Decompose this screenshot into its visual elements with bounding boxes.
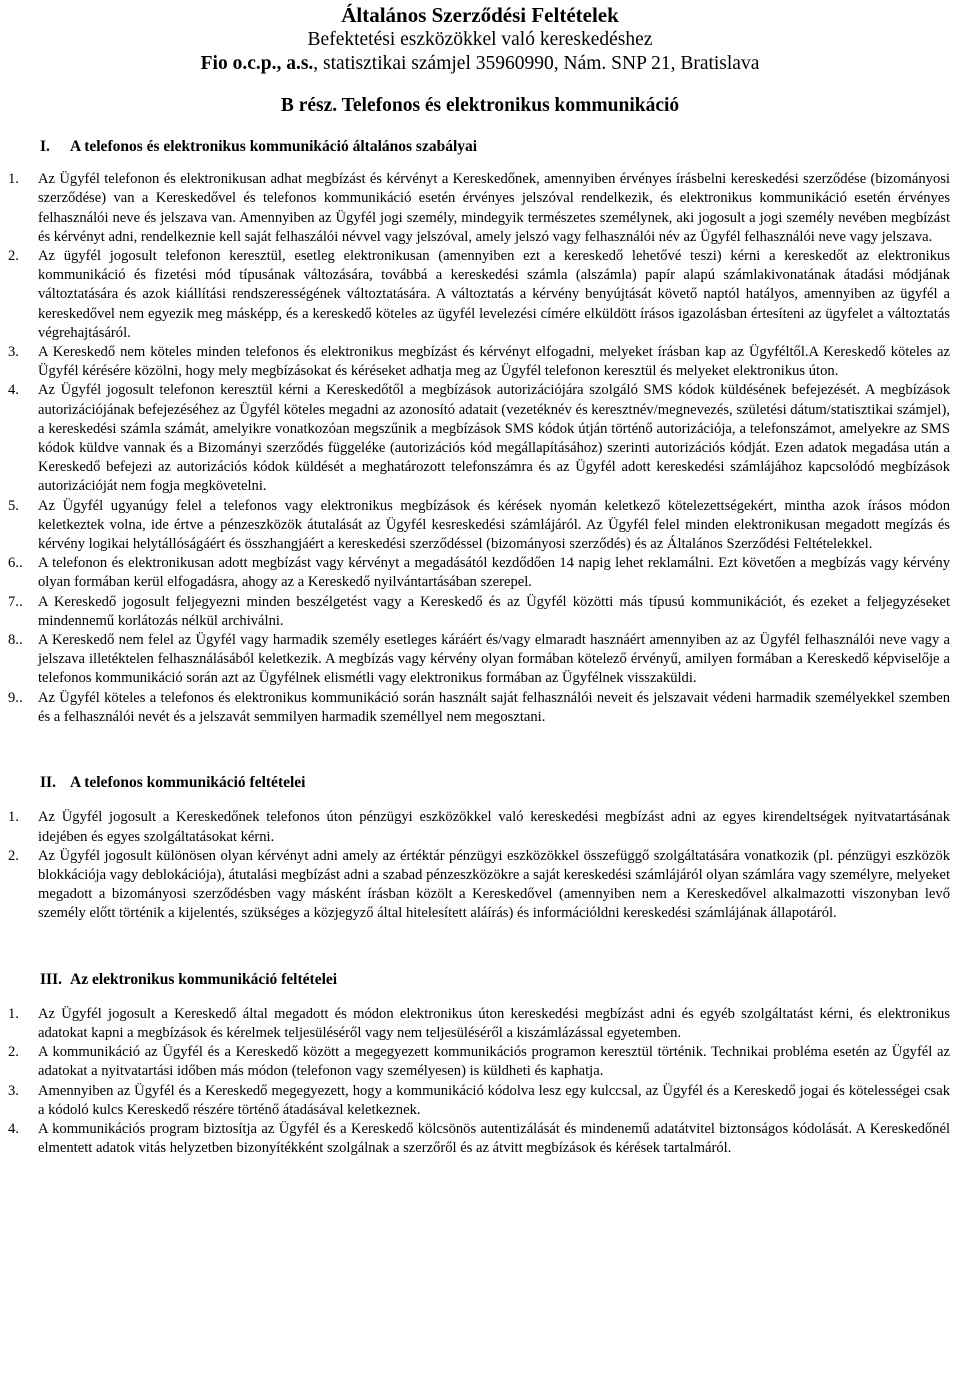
list-item <box>0 554 960 592</box>
item-text: Az Ügyfél köteles a telefonos és elektronikus kommunikáció során használt saját felhasználói neveit és jelszavait védeni harmadik személyekkel szemben és a felhasználói nevét és a jelszavát semmilyen harmadik személlyel nem megosztani. <box>38 689 950 725</box>
item-number: 7.. <box>8 593 23 610</box>
item-number: 8.. <box>8 632 23 649</box>
document-subtitle: Befektetési eszközökkel való kereskedéshez <box>307 29 653 50</box>
item-text: A kommunikáció az Ügyfél és a Kereskedő között a megegyezett kommunikációs programon keresztül történik. Technikai probléma esetén az Ügyfél az adatokat a nyitvatartási időben más módon (telefonon vagy személyesen) is küldheti és kaphatja. <box>38 1044 950 1080</box>
item-text: Az Ügyfél jogosult telefonon keresztül kérni a Kereskedőtől a megbízások autorizációjára szolgáló SMS kódok küldésének befejezését. A megbízások autorizációjának befejezéséhez az Ügyfél köteles megadni az azonosító adatait (vezetéknév és keresztnév/megnevezés, születési dátum/statisztikai számjel), a kereskedési számla számát, amelyikre vonatkozóan megszűnik a megbízások SMS kódok útján történő autorizációja, a telefonszámot, amelyekre az SMS kódok küldve vannak és a Bizományi szerződés függeléke (autorizációs kód megállapításához) szerinti autorizációs kódját. Ezen adatok megadása után a Kereskedő befejezi az autorizációs kódok küldését a meghatározott telefonszámra és az Ügyfél adott kereskedési számlájához kapcsolódó megbízások autorizációját nem fogja megkövetelni. <box>38 382 950 495</box>
item-text: Az Ügyfél telefonon és elektronikusan adhat megbízást és kérvényt a Kereskedőnek, amennyiben érvényes írásbelni kereskedési szerződése (bizományosi szerződése) van a Kereskedővel és telefonos kommunikáció esetén érvényes jelszóval rendelkezik, és elektronikus kommunikáció esetén érvényes felhasználói neve és jelszava van. Amennyiben az Ügyfél jogi személy, mindegyik természetes személynek, aki jogosult a jogi személy nevében megbízást és kérvényt adni, rendelkeznie kell saját felhaszálói névvel vagy jelszóval, amely jelszó vagy felhasználói név az Ügyfél felhasználói neve vagy jelszava. <box>38 171 950 245</box>
section-number: II. <box>40 774 56 792</box>
document-title: Általános Szerződési Feltételek <box>341 3 619 27</box>
item-number: 1. <box>8 809 19 826</box>
section-title: A telefonos és elektronikus kommunikáció általános szabályai <box>70 138 478 155</box>
item-text: A telefonon és elektronikusan adott megbízást vagy kérvényt a megadásától kezdődően 14 napig lehet reklamálni. Ezt követően a megbízás vagy kérvény olyan formában kerül elfogadásra, ahogy az a Kereskedő nyilvántartásában szerepel. <box>38 555 950 591</box>
item-text: A Kereskedő nem felel az Ügyfél vagy harmadik személy esetleges káráért és/vagy elmaradt hasznáért amennyiben az az Ügyfél felhasználói neve vagy a jelszava illetéktelen felhasználásából keletkezik. A megbízás vagy kérvény olyan formában kötelező érvényű, amilyen formában a Kereskedő képviselője a telefonos kommunikáció során azt az Ügyfélnek elismétli vagy elektronikus formában az Ügyfélnek visszaküldi. <box>38 632 950 687</box>
section-number: III. <box>40 970 62 988</box>
section-heading <box>0 137 960 156</box>
item-number: 6.. <box>8 555 23 572</box>
part-title: B rész. Telefonos és elektronikus kommunikáció <box>280 95 680 116</box>
section-number: I. <box>40 138 50 155</box>
item-text: Az Ügyfél jogosult a Kereskedő által megadott és módon elektronikus úton kereskedési megbízást adni és egyéb szolgáltatást kérni, és elektronikus adatokat kapni a megbízások és kérelmek teljesüléséről vagy nem teljesüléséről a kiszámlázással egyetemben. <box>38 1005 950 1041</box>
item-number: 2. <box>8 1044 19 1061</box>
section-title: Az elektronikus kommunikáció feltételei <box>70 970 338 988</box>
section-list <box>0 1005 960 1159</box>
section-heading <box>0 773 960 792</box>
company-line <box>0 52 960 76</box>
item-text: A Kereskedő jogosult feljegyezni minden beszélgetést vagy a Kereskedő és az Ügyfél közötti más típusú kommunikációt, és ezeket a feljegyzéseket mindennemű korlátozás nélkül archiválni. <box>38 593 950 629</box>
item-text: A kommunikációs program biztosítja az Ügyfél és a Kereskedő kölcsönös autentizálását és mindenemű adatátvitel biztonságos kódolását. A Kereskedőnél elmentett adatok vitás helyzetben bizonyítékként szolgálnak a szerzőről és az átvitt megbízások és kérések tartalmáról. <box>38 1120 950 1157</box>
list-item <box>0 247 960 343</box>
item-number: 3. <box>8 344 19 361</box>
document-header <box>0 0 960 76</box>
list-item <box>0 631 960 689</box>
company-name: Fio o.c.p., a.s. <box>200 53 314 74</box>
section-title: A telefonos kommunikáció feltételei <box>70 774 306 792</box>
list-item <box>0 808 960 846</box>
item-number: 5. <box>8 497 19 514</box>
list-item <box>0 593 960 631</box>
item-text: Az ügyfél jogosult telefonon keresztül, esetleg elektronikusan (amennyiben ezt a kereskedő lehetővé teszi) kérni a kereskedőt az elektronikus kommunikáció és fizetési mód típusának változására, továbbá a kereskedési számla (alszámla) papír alapú számlakivonatának átadási módjának változtatására és azok kiállítási rendszerességének változtatására. A változtatás a kérvény benyújtását követő naptól hatályos, amennyiben az ügyfél a kereskedővel nem egyezik meg másképp, és a kereskedő köteles az ügyfél levelezési címére elküldött írásos igazolásban értesíteni az ügyfelet a változtatás végrehajtásáról. <box>38 248 950 341</box>
item-number: 3. <box>8 1082 19 1099</box>
section-list <box>0 808 960 923</box>
item-number: 2. <box>8 248 19 265</box>
list-item <box>0 1120 960 1158</box>
item-number: 1. <box>8 171 19 188</box>
item-number: 4. <box>8 382 19 399</box>
item-number: 9.. <box>8 689 23 706</box>
section-list <box>0 170 960 727</box>
item-number: 4. <box>8 1120 19 1137</box>
item-number: 2. <box>8 847 19 864</box>
item-text: A Kereskedő nem köteles minden telefonos és elektronikus megbízást és kérvényt elfogadni, melyeket írásban kap az Ügyféltől.A Kereskedő köteles az Ügyfél kérésére közölni, hogy mely megbízásokat és kéréseket adhatja meg az Ügyfél telefonon keresztül és melyeket elektronikus úton. <box>38 344 950 380</box>
list-item <box>0 847 960 924</box>
list-item <box>0 1005 960 1043</box>
list-item <box>0 381 960 496</box>
list-item <box>0 1082 960 1120</box>
list-item <box>0 689 960 727</box>
section-heading <box>0 970 960 989</box>
list-item <box>0 497 960 555</box>
list-item <box>0 170 960 247</box>
company-details: , statisztikai számjel 35960990, Nám. SNP 21, Bratislava <box>313 53 760 74</box>
item-text: Az Ügyfél ugyanúgy felel a telefonos vagy elektronikus megbízások és kérések nyomán keletkező kötelezettségekért, mintha azok írásos módon keletkeztek volna, ide értve a pénzeszközök átutalását az Ügyfél kesreskedési számlájáról. Az Ügyfél felel minden elektronikusan megadott megízás és kérvény logikai helytállóságáért és összhangjáért a kereskedési szerződéssel (bizományosi szerződés) és az Általános Szerződési Feltételekkel. <box>38 497 950 553</box>
item-text: Az Ügyfél jogosult különösen olyan kérvényt adni amely az értéktár pénzügyi eszközökkel összefüggő szolgáltatására vonatkozik (pl. pénzügyi eszközök blokkációja vagy deblokációja), átutalási megbízást adni a szabad pénzeszközökre a saját kereskedési számlájáról olyan számlára vagy személyre, melyeket megadott a bizományosi szerződésben vagy másként írásban közölt a Kereskedővel (amennyiben nem a Kereskedővel alkalmazotti viszonyban levő személy előtt történik a kijelentés, szükséges a közjegyző által hitelesített aláírás) és információldni kereskedési számlájának állapotáról. <box>38 847 950 922</box>
item-text: Az Ügyfél jogosult a Kereskedőnek telefonos úton pénzügyi eszközökkel való kereskedési megbízást adni az egyes kirendeltségek nyitvatartásának idejében és egyes szolgáltatásokat kérni. <box>38 809 950 845</box>
item-text: Amennyiben az Ügyfél és a Kereskedő megegyezett, hogy a kommunikáció kódolva lesz egy kulccsal, az Ügyfél és a Kereskedő jogai és kötelességei csak a kódoló kulcs Kereskedő részére történő átadásával keletkeznek. <box>38 1082 950 1118</box>
list-item <box>0 343 960 381</box>
list-item <box>0 1043 960 1081</box>
item-number: 1. <box>8 1005 19 1022</box>
